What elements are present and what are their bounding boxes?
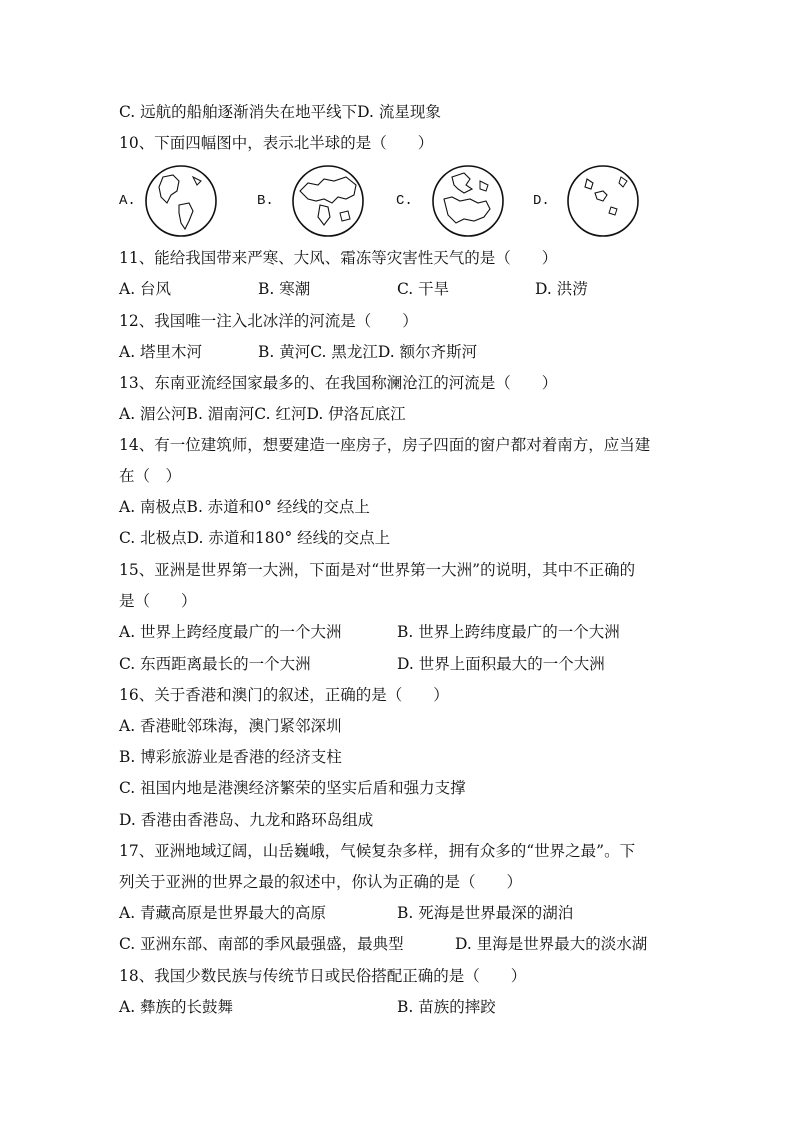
q17-stem-2: 列关于亚洲的世界之最的叙述中，你认为正确的是（ ） [119, 873, 523, 891]
q14-stem-1: 14、有一位建筑师，想要建造一座房子，房子四面的窗户都对着南方，应当建 [119, 436, 651, 454]
q17-option-a: A. 青藏高原是世界最大的高原 [119, 904, 327, 922]
q15-option-d: D. 世界上面积最大的一个大洲 [397, 655, 605, 673]
q9-option-line: C. 远航的船舶逐渐消失在地平线下D. 流星现象 [119, 103, 441, 121]
q13-stem: 13、东南亚流经国家最多的、在我国称澜沧江的河流是（ ） [119, 374, 558, 392]
q18-stem: 18、我国少数民族与传统节日或民俗搭配正确的是（ ） [119, 967, 527, 985]
q10-label-b: B. [257, 193, 274, 209]
q16-option-d: D. 香港由香港岛、九龙和路环岛组成 [119, 811, 374, 829]
q17-stem-1: 17、亚洲地域辽阔，山岳巍峨，气候复杂多样，拥有众多的“世界之最”。下 [119, 842, 636, 860]
q18-option-a: A. 彝族的长鼓舞 [119, 998, 234, 1016]
q10-label-d: D. [533, 193, 550, 209]
q15-option-c: C. 东西距离最长的一个大洲 [119, 655, 311, 673]
q11-option-a: A. 台风 [119, 280, 172, 298]
q16-option-b: B. 博彩旅游业是香港的经济支柱 [119, 748, 342, 766]
globe-a-icon [143, 163, 219, 239]
q14-stem-2: 在（ ） [119, 467, 182, 485]
globe-b-icon [290, 163, 366, 239]
q17-option-d: D. 里海是世界最大的淡水湖 [455, 935, 648, 953]
q16-option-a: A. 香港毗邻珠海，澳门紧邻深圳 [119, 717, 342, 735]
q14-options-ab: A. 南极点B. 赤道和0° 经线的交点上 [119, 498, 370, 516]
q11-option-d: D. 洪涝 [535, 280, 588, 298]
q11-stem: 11、能给我国带来严寒、大风、霜冻等灾害性天气的是（ ） [119, 249, 558, 267]
q12-option-a: A. 塔里木河 [119, 343, 203, 361]
q15-stem-1: 15、亚洲是世界第一大洲，下面是对“世界第一大洲”的说明，其中不正确的 [119, 561, 636, 579]
q11-option-b: B. 寒潮 [258, 280, 311, 298]
q12-option-bcd: B. 黄河C. 黑龙江D. 额尔齐斯河 [258, 343, 478, 361]
q16-stem: 16、关于香港和澳门的叙述，正确的是（ ） [119, 686, 449, 704]
q10-stem: 10、下面四幅图中，表示北半球的是（ ） [119, 134, 434, 152]
q11-option-c: C. 干旱 [397, 280, 450, 298]
q10-label-c: C. [396, 193, 413, 209]
q18-option-b: B. 苗族的摔跤 [397, 998, 496, 1016]
q17-option-c: C. 亚洲东部、南部的季风最强盛，最典型 [119, 935, 404, 953]
q17-option-b: B. 死海是世界最深的湖泊 [397, 904, 574, 922]
q14-options-cd: C. 北极点D. 赤道和180° 经线的交点上 [119, 529, 391, 547]
globe-c-icon [430, 163, 506, 239]
q15-option-a: A. 世界上跨经度最广的一个大洲 [119, 623, 342, 641]
q12-stem: 12、我国唯一注入北冰洋的河流是（ ） [119, 312, 418, 330]
q15-option-b: B. 世界上跨纬度最广的一个大洲 [397, 623, 620, 641]
q16-option-c: C. 祖国内地是港澳经济繁荣的坚实后盾和强力支撑 [119, 779, 466, 797]
globe-d-icon [565, 163, 641, 239]
q15-stem-2: 是（ ） [119, 592, 197, 610]
q10-label-a: A. [119, 193, 136, 209]
q13-options: A. 湄公河B. 湄南河C. 红河D. 伊洛瓦底江 [119, 405, 406, 423]
